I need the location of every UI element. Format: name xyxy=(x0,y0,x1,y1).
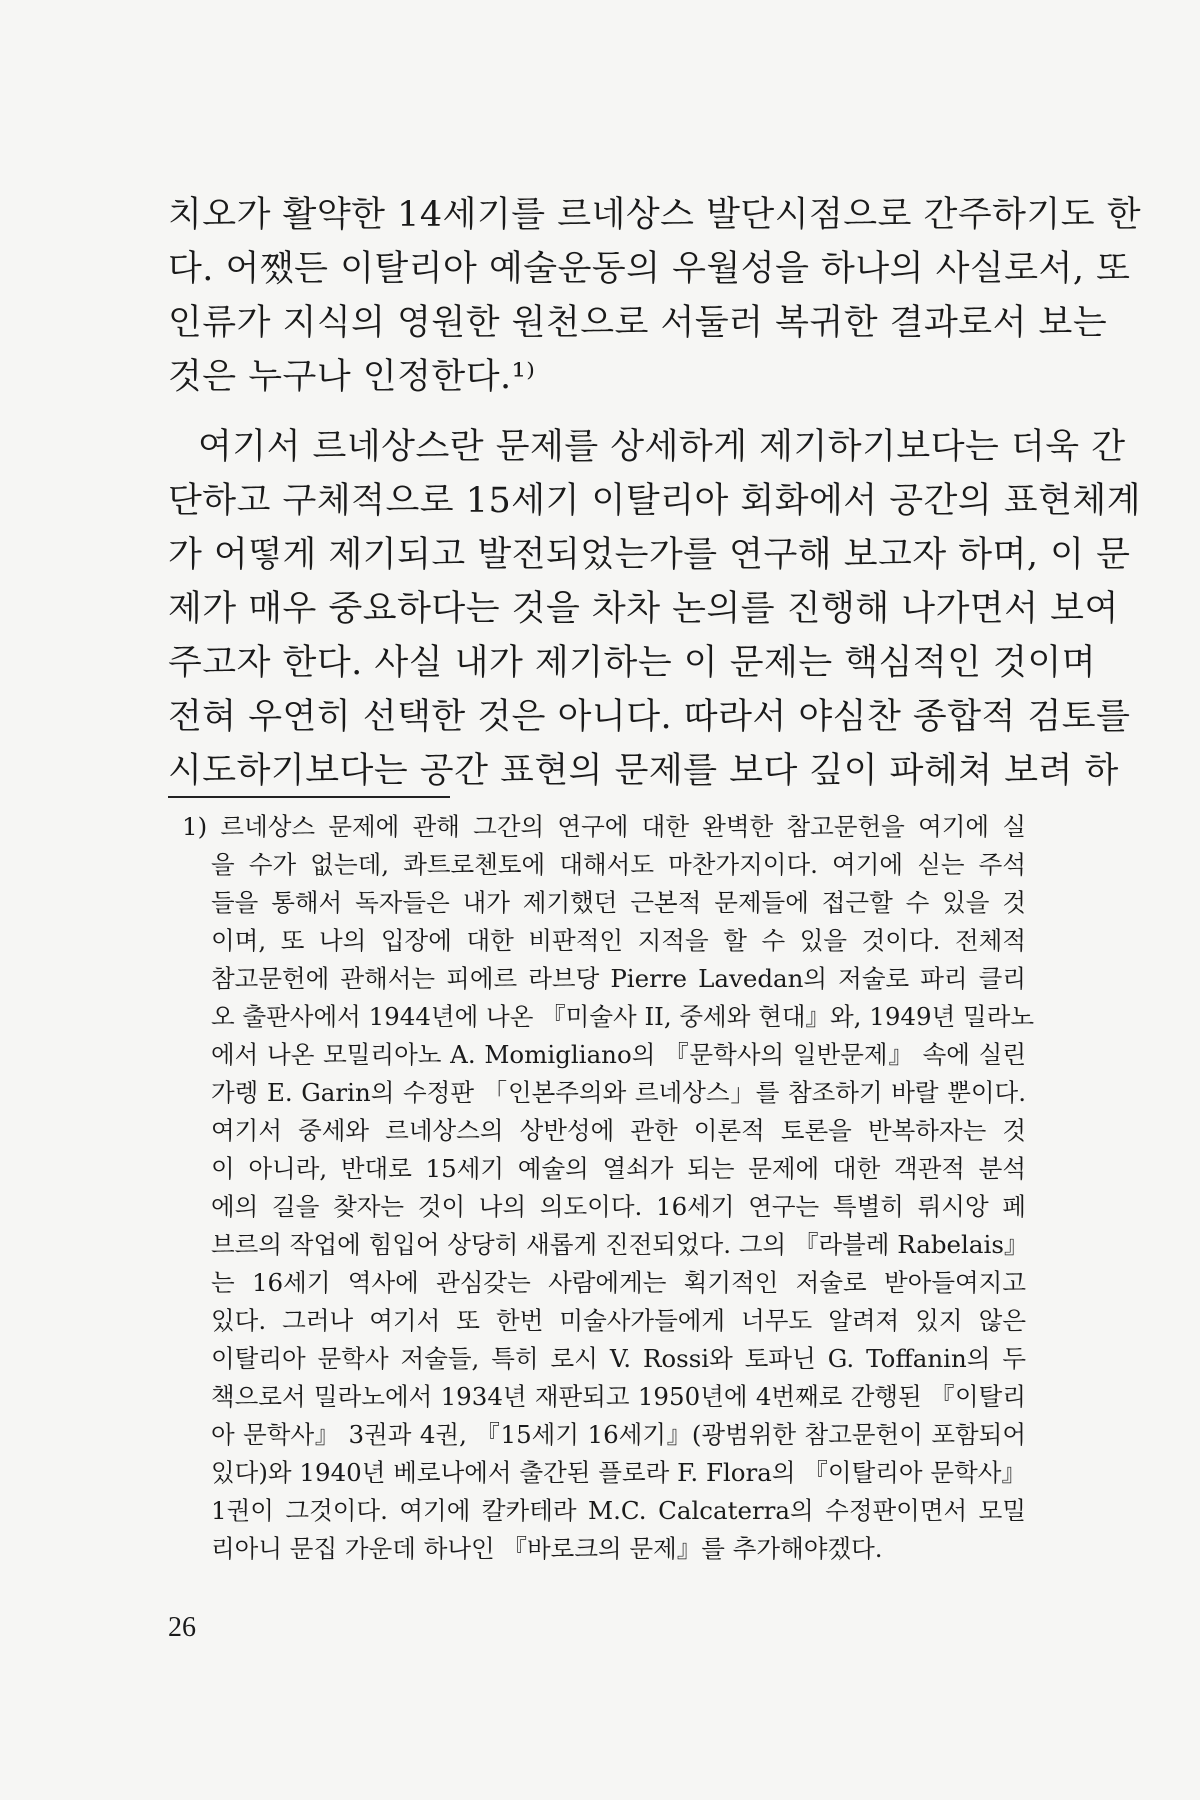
footnote-line: 을 수가 없는데, 콰트로첸토에 대해서도 마찬가지이다. 여기에 싣는 주석 xyxy=(211,850,1026,879)
footnote-line: 1권이 그것이다. 여기에 칼카테라 M.C. Calcaterra의 수정판이면서 모밀 xyxy=(211,1496,1026,1525)
footnote-line: 에서 나온 모밀리아노 A. Momigliano의 『문학사의 일반문제』 속에 실린 xyxy=(211,1040,1026,1069)
footnote-line: 참고문헌에 관해서는 피에르 라브당 Pierre Lavedan의 저술로 파리 클리 xyxy=(211,964,1026,993)
body-text xyxy=(168,188,1142,798)
footnote-line: 이탈리아 문학사 저술들, 특히 로시 V. Rossi와 토파닌 G. Toffanin의 두 xyxy=(211,1344,1026,1373)
footnote-line: 에의 길을 찾자는 것이 나의 의도이다. 16세기 연구는 특별히 뤼시앙 페 xyxy=(211,1192,1026,1221)
body-line: 여기서 르네상스란 문제를 상세하게 제기하기보다는 더욱 간 xyxy=(198,427,1126,467)
footnote-line: 이며, 또 나의 입장에 대한 비판적인 지적을 할 수 있을 것이다. 전체적 xyxy=(211,926,1026,955)
footnote-rule xyxy=(168,796,450,798)
footnote-line: 책으로서 밀라노에서 1934년 재판되고 1950년에 4번째로 간행된 『이탈리 xyxy=(211,1382,1026,1411)
footnote-line: 있다)와 1940년 베로나에서 출간된 플로라 F. Flora의 『이탈리아 문학사』 xyxy=(211,1458,1026,1487)
body-line: 주고자 한다. 사실 내가 제기하는 이 문제는 핵심적인 것이며 xyxy=(168,643,1097,683)
footnote-line: 가렝 E. Garin의 수정판 「인본주의와 르네상스」를 참조하기 바랄 뿐이다. xyxy=(211,1078,1026,1107)
footnote xyxy=(182,808,1035,1568)
paragraph-gap xyxy=(168,404,1026,420)
body-line: 시도하기보다는 공간 표현의 문제를 보다 깊이 파헤쳐 보려 하 xyxy=(168,751,1119,791)
body-line: 단하고 구체적으로 15세기 이탈리아 회화에서 공간의 표현체계 xyxy=(168,481,1142,521)
footnote-line: 여기서 중세와 르네상스의 상반성에 관한 이론적 토론을 반복하자는 것 xyxy=(211,1116,1026,1145)
body-line: 전혀 우연히 선택한 것은 아니다. 따라서 야심찬 종합적 검토를 xyxy=(168,697,1131,737)
body-line: 인류가 지식의 영원한 원천으로 서둘러 복귀한 결과로서 보는 xyxy=(168,303,1108,343)
footnote-line: 아 문학사』 3권과 4권, 『15세기 16세기』(광범위한 참고문헌이 포함되어 xyxy=(211,1420,1026,1449)
page-number: 26 xyxy=(168,1612,196,1643)
footnote-line: 리아니 문집 가운데 하나인 『바로크의 문제』를 추가해야겠다. xyxy=(211,1534,883,1563)
footnote-line: 1) 르네상스 문제에 관해 그간의 연구에 대한 완벽한 참고문헌을 여기에 실 xyxy=(182,812,1026,841)
body-line: 것은 누구나 인정한다.¹⁾ xyxy=(168,357,536,397)
footnote-line: 는 16세기 역사에 관심갖는 사람에게는 획기적인 저술로 받아들여지고 xyxy=(211,1268,1026,1297)
footnote-line: 있다. 그러나 여기서 또 한번 미술사가들에게 너무도 알려져 있지 않은 xyxy=(211,1306,1026,1335)
footnote-line: 브르의 작업에 힘입어 상당히 새롭게 진전되었다. 그의 『라블레 Rabelais』 xyxy=(211,1230,1029,1259)
body-line: 다. 어쨌든 이탈리아 예술운동의 우월성을 하나의 사실로서, 또 xyxy=(168,249,1131,289)
footnote-line: 오 출판사에서 1944년에 나온 『미술사 II, 중세와 현대』와, 1949년 밀라노 xyxy=(211,1002,1035,1031)
body-line: 가 어떻게 제기되고 발전되었는가를 연구해 보고자 하며, 이 문 xyxy=(168,535,1131,575)
body-line: 제가 매우 중요하다는 것을 차차 논의를 진행해 나가면서 보여 xyxy=(168,589,1119,629)
body-line: 치오가 활약한 14세기를 르네상스 발단시점으로 간주하기도 한 xyxy=(168,195,1142,235)
footnote-line: 들을 통해서 독자들은 내가 제기했던 근본적 문제들에 접근할 수 있을 것 xyxy=(211,888,1026,917)
footnote-line: 이 아니라, 반대로 15세기 예술의 열쇠가 되는 문제에 대한 객관적 분석 xyxy=(211,1154,1026,1183)
